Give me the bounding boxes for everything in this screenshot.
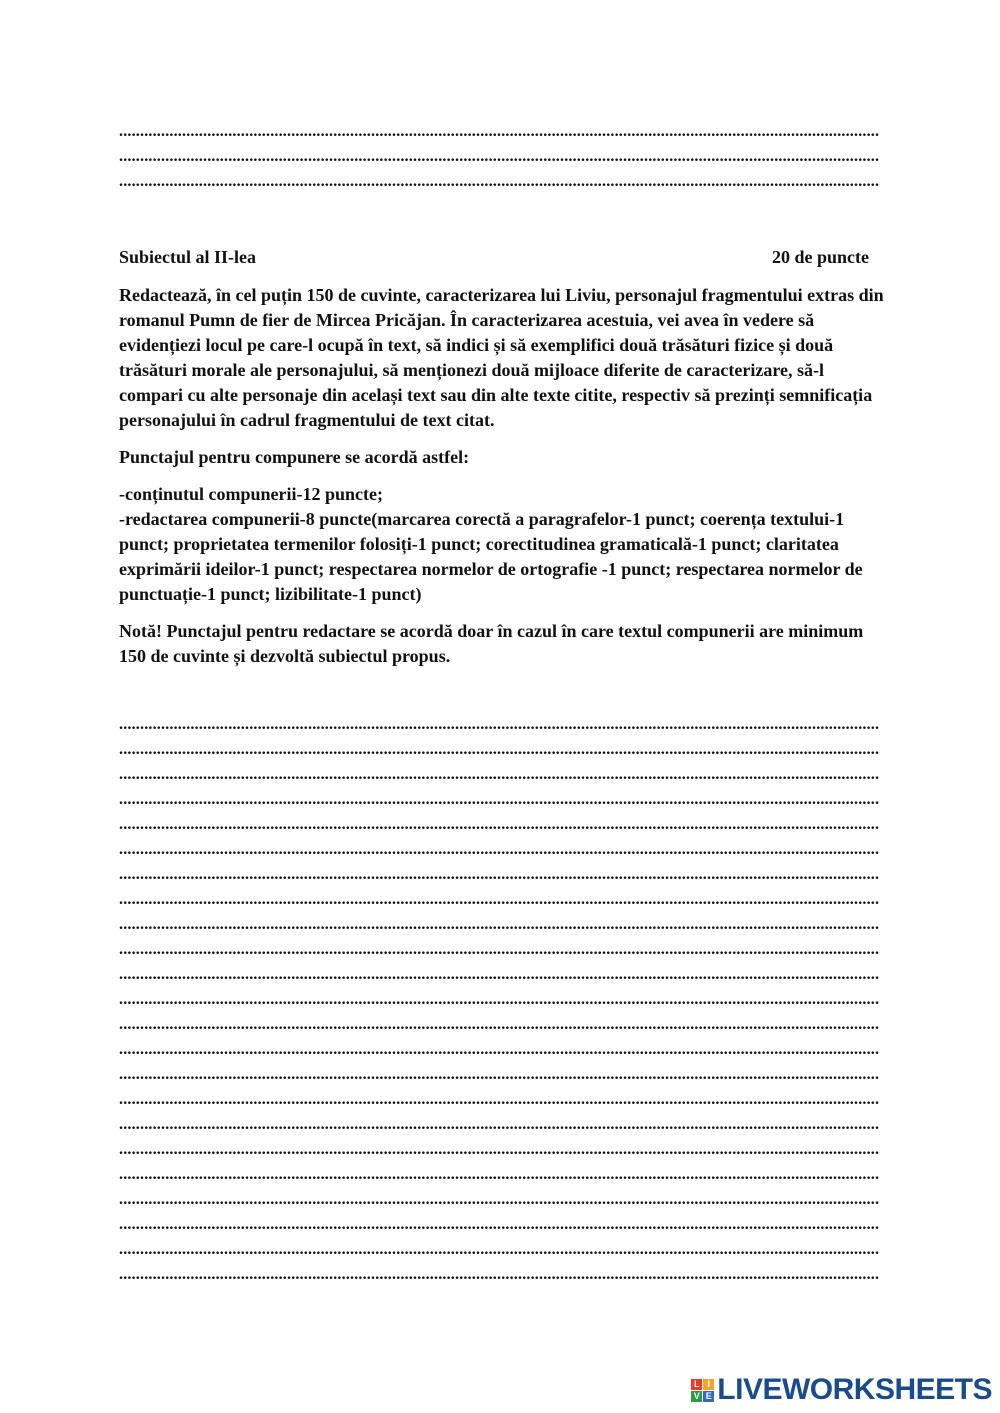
answer-line[interactable] (119, 1237, 879, 1262)
answer-line[interactable] (119, 762, 879, 787)
answer-line[interactable] (119, 1112, 879, 1137)
answer-line[interactable] (119, 837, 879, 862)
answer-line[interactable] (119, 712, 879, 737)
answer-line[interactable] (119, 1187, 879, 1212)
logo-mark-icon (691, 1379, 714, 1402)
subject-title: Subiectul al II-lea (119, 247, 257, 267)
answer-line[interactable] (119, 987, 879, 1012)
task-content (119, 283, 884, 681)
logo-letter: L (691, 1379, 702, 1390)
answer-line[interactable] (119, 737, 879, 762)
answer-line[interactable] (119, 1087, 879, 1112)
task-prompt: Redactează, în cel puțin 150 de cuvinte, caracterizarea lui Liviu, personajul fragmentului extras din romanul Pumn de fier de Mircea Pricăjan. În caracterizarea acestuia, vei avea în vedere să evidențiezi locul pe care-l ocupă în text, să indici și să exemplifici două trăsături fizice și două trăsături morale ale personajului, să menționezi două mijloace diferite de caracterizare, să-l compari cu alte personaje din același text sau din alte texte citite, respectiv să prezinți semnificația personajului în cadrul fragmentului de text citat. (119, 285, 884, 430)
scoring-writing-item: -redactarea compunerii-8 puncte(marcarea corectă a paragrafelor-1 punct; coerența textului-1 punct; proprietatea termenilor folosiți-1 punct; corectitudinea gramaticală-1 punct; claritatea exprimării ideilor-1 punct; respectarea normelor de ortografie -1 punct; respectarea normelor de punctuație-1 punct; lizibilitate-1 punct) (119, 509, 863, 604)
answer-line[interactable] (119, 862, 879, 887)
liveworksheets-logo (691, 1373, 992, 1407)
logo-letter: I (703, 1379, 714, 1390)
answer-line[interactable] (119, 169, 879, 194)
answer-line[interactable] (119, 144, 879, 169)
logo-letter: E (703, 1391, 714, 1402)
points-label: 20 de puncte (771, 247, 869, 267)
answer-line[interactable] (119, 1262, 879, 1287)
answer-line[interactable] (119, 962, 879, 987)
answer-line[interactable] (119, 1037, 879, 1062)
scoring-list (119, 482, 884, 607)
answer-line[interactable] (119, 1162, 879, 1187)
answer-line[interactable] (119, 887, 879, 912)
answer-line[interactable] (119, 937, 879, 962)
section-header (119, 246, 869, 268)
answer-lines-bottom (119, 712, 879, 1287)
answer-line[interactable] (119, 812, 879, 837)
answer-line[interactable] (119, 1212, 879, 1237)
answer-lines-top (119, 119, 879, 194)
answer-line[interactable] (119, 119, 879, 144)
logo-text: LIVEWORKSHEETS (717, 1373, 992, 1406)
scoring-content-item: -conținutul compunerii-12 puncte; (119, 484, 384, 504)
scoring-intro: Punctajul pentru compunere se acordă astfel: (119, 447, 470, 467)
logo-letter: V (691, 1391, 702, 1402)
answer-line[interactable] (119, 1062, 879, 1087)
answer-line[interactable] (119, 1012, 879, 1037)
answer-line[interactable] (119, 1137, 879, 1162)
scoring-note: Notă! Punctajul pentru redactare se acordă doar în cazul în care textul compunerii are minimum 150 de cuvinte și dezvoltă subiectul propus. (119, 621, 864, 666)
answer-line[interactable] (119, 787, 879, 812)
answer-line[interactable] (119, 912, 879, 937)
